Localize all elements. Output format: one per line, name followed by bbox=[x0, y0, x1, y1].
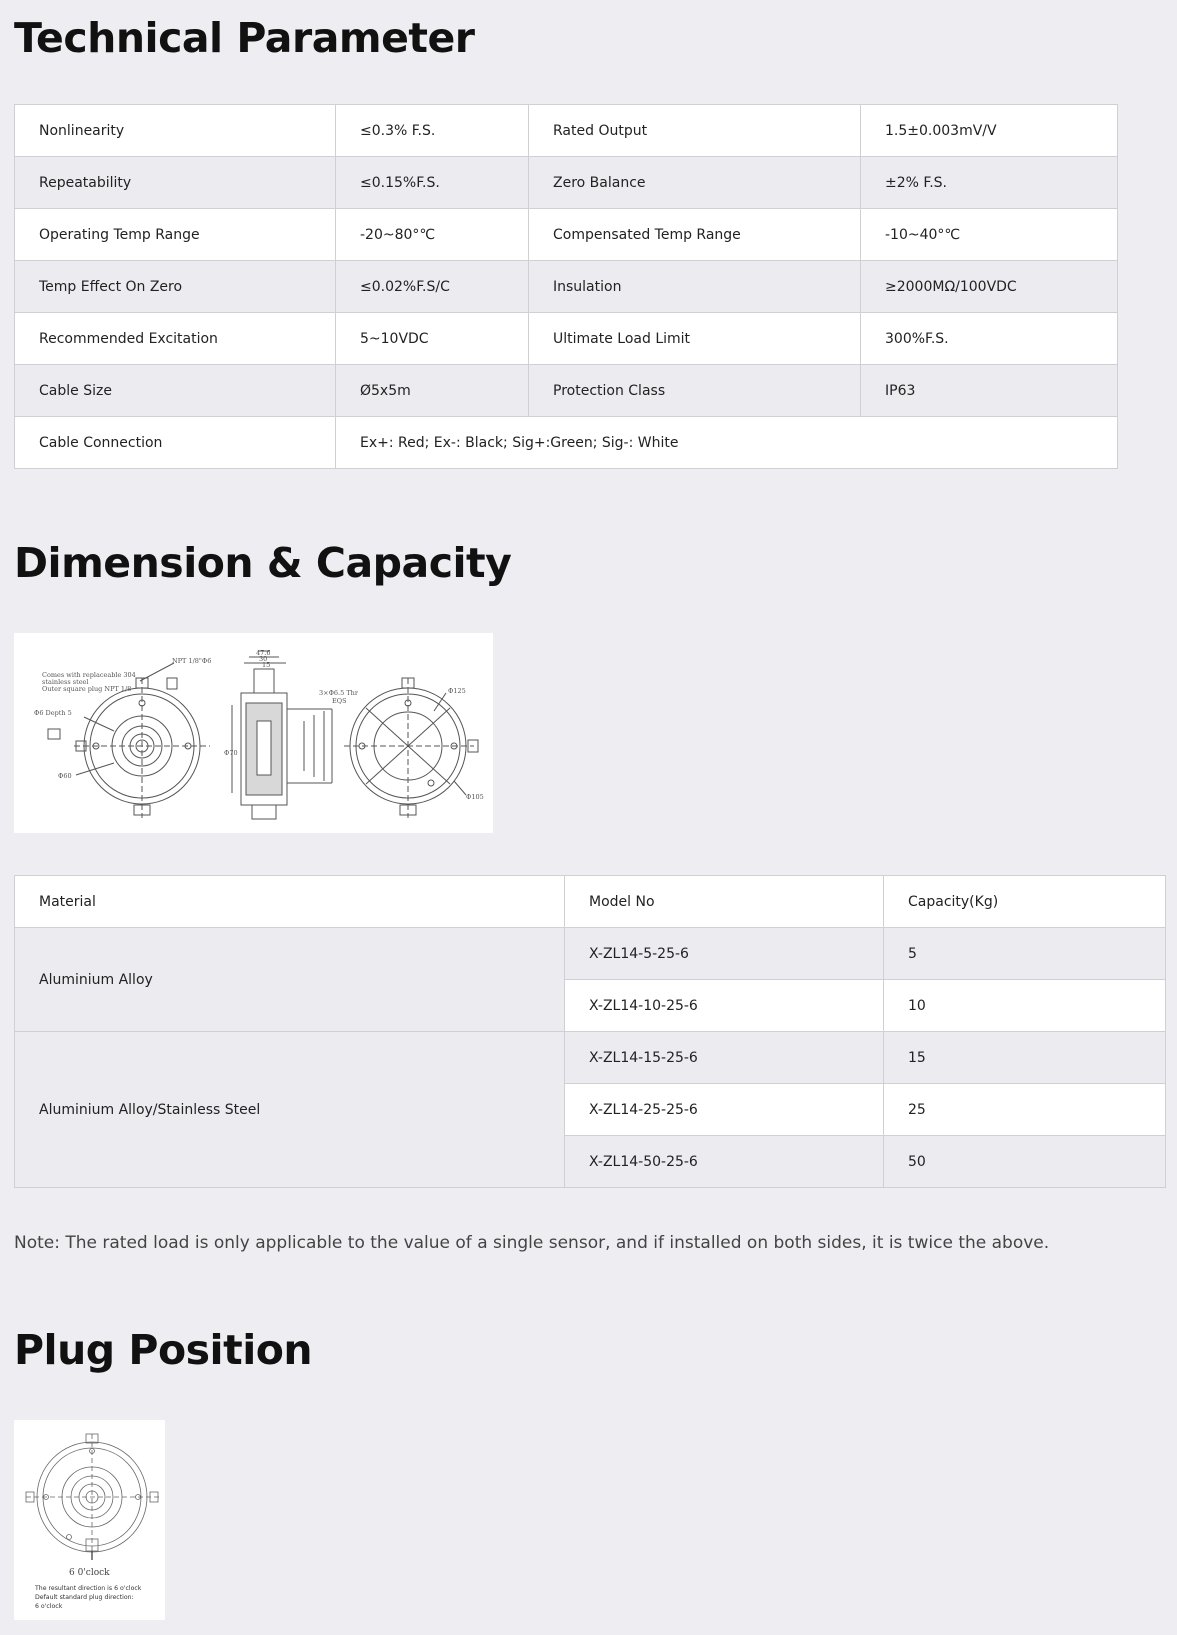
param-label: Temp Effect On Zero bbox=[15, 261, 336, 313]
param-label: Zero Balance bbox=[529, 157, 861, 209]
table-row bbox=[15, 105, 1118, 157]
param-value: ≤0.3% F.S. bbox=[336, 105, 529, 157]
table-row bbox=[15, 1032, 1166, 1084]
column-header: Capacity(Kg) bbox=[884, 876, 1166, 928]
table-row bbox=[15, 928, 1166, 980]
technical-parameter-title: Technical Parameter bbox=[14, 14, 475, 62]
param-label: Cable Connection bbox=[15, 417, 336, 469]
plug-position-svg bbox=[14, 1420, 165, 1620]
param-label: Recommended Excitation bbox=[15, 313, 336, 365]
param-label: Cable Size bbox=[15, 365, 336, 417]
table-header-row bbox=[15, 876, 1166, 928]
param-label: Insulation bbox=[529, 261, 861, 313]
table-row bbox=[15, 261, 1118, 313]
column-header: Model No bbox=[565, 876, 884, 928]
param-value: -20~80°℃ bbox=[336, 209, 529, 261]
param-value: ≤0.15%F.S. bbox=[336, 157, 529, 209]
param-label: Operating Temp Range bbox=[15, 209, 336, 261]
drawing-label: stainless steel bbox=[42, 678, 89, 686]
model-cell: X-ZL14-50-25-6 bbox=[565, 1136, 884, 1188]
capacity-cell: 10 bbox=[884, 980, 1166, 1032]
dimension-capacity-title: Dimension & Capacity bbox=[14, 539, 512, 587]
dimension-drawing-svg bbox=[14, 633, 493, 833]
model-cell: X-ZL14-15-25-6 bbox=[565, 1032, 884, 1084]
param-label: Compensated Temp Range bbox=[529, 209, 861, 261]
param-value: IP63 bbox=[861, 365, 1118, 417]
drawing-label: EQS bbox=[332, 697, 347, 705]
param-value: ≤0.02%F.S/C bbox=[336, 261, 529, 313]
param-value: -10~40°℃ bbox=[861, 209, 1118, 261]
param-label: Rated Output bbox=[529, 105, 861, 157]
drawing-label: Φ125 bbox=[448, 687, 466, 695]
drawing-label: Φ60 bbox=[58, 772, 72, 780]
table-row bbox=[15, 157, 1118, 209]
drawing-label: NPT 1/8"Φ6 bbox=[172, 657, 212, 665]
drawing-label: Φ70 bbox=[224, 749, 238, 757]
drawing-label: 47.6 bbox=[256, 649, 271, 657]
param-value: Ex+: Red; Ex-: Black; Sig+:Green; Sig-: White bbox=[336, 417, 1118, 469]
drawing-label: Φ6 Depth 5 bbox=[34, 709, 72, 717]
table-row bbox=[15, 313, 1118, 365]
technical-parameter-table bbox=[14, 104, 1118, 469]
drawing-label: Comes with replaceable 304 bbox=[42, 671, 136, 679]
param-value: ±2% F.S. bbox=[861, 157, 1118, 209]
table-row bbox=[15, 209, 1118, 261]
drawing-label: 3×Φ6.5 Thr bbox=[319, 689, 358, 697]
material-cell: Aluminium Alloy/Stainless Steel bbox=[15, 1032, 565, 1188]
plug-clock-label: 6 0'clock bbox=[69, 1568, 110, 1578]
plug-position-title: Plug Position bbox=[14, 1326, 313, 1374]
column-header: Material bbox=[15, 876, 565, 928]
drawing-label: 15 bbox=[262, 661, 271, 669]
param-label: Nonlinearity bbox=[15, 105, 336, 157]
param-value: ≥2000MΩ/100VDC bbox=[861, 261, 1118, 313]
capacity-table bbox=[14, 875, 1166, 1188]
drawing-label: Φ105 bbox=[466, 793, 484, 801]
capacity-cell: 15 bbox=[884, 1032, 1166, 1084]
param-label: Repeatability bbox=[15, 157, 336, 209]
plug-position-drawing bbox=[14, 1420, 165, 1620]
material-cell: Aluminium Alloy bbox=[15, 928, 565, 1032]
capacity-cell: 50 bbox=[884, 1136, 1166, 1188]
param-value: 1.5±0.003mV/V bbox=[861, 105, 1118, 157]
model-cell: X-ZL14-5-25-6 bbox=[565, 928, 884, 980]
param-label: Protection Class bbox=[529, 365, 861, 417]
param-value: 5~10VDC bbox=[336, 313, 529, 365]
plug-caption-line: The resultant direction is 6 o'clock bbox=[35, 1585, 142, 1592]
table-row bbox=[15, 417, 1118, 469]
dimension-drawing bbox=[14, 633, 493, 833]
model-cell: X-ZL14-25-25-6 bbox=[565, 1084, 884, 1136]
plug-caption-line: 6 o'clock bbox=[35, 1603, 63, 1610]
model-cell: X-ZL14-10-25-6 bbox=[565, 980, 884, 1032]
param-value: 300%F.S. bbox=[861, 313, 1118, 365]
capacity-cell: 25 bbox=[884, 1084, 1166, 1136]
param-value: Ø5x5m bbox=[336, 365, 529, 417]
drawing-label: 30 bbox=[259, 655, 268, 663]
table-row bbox=[15, 365, 1118, 417]
rated-load-note: Note: The rated load is only applicable to the value of a single sensor, and if installed on both sides, it is twice the above. bbox=[14, 1233, 1050, 1253]
capacity-cell: 5 bbox=[884, 928, 1166, 980]
param-label: Ultimate Load Limit bbox=[529, 313, 861, 365]
plug-caption-line: Default standard plug direction: bbox=[35, 1594, 134, 1601]
drawing-label: Outer square plug NPT 1/8 bbox=[42, 685, 132, 693]
